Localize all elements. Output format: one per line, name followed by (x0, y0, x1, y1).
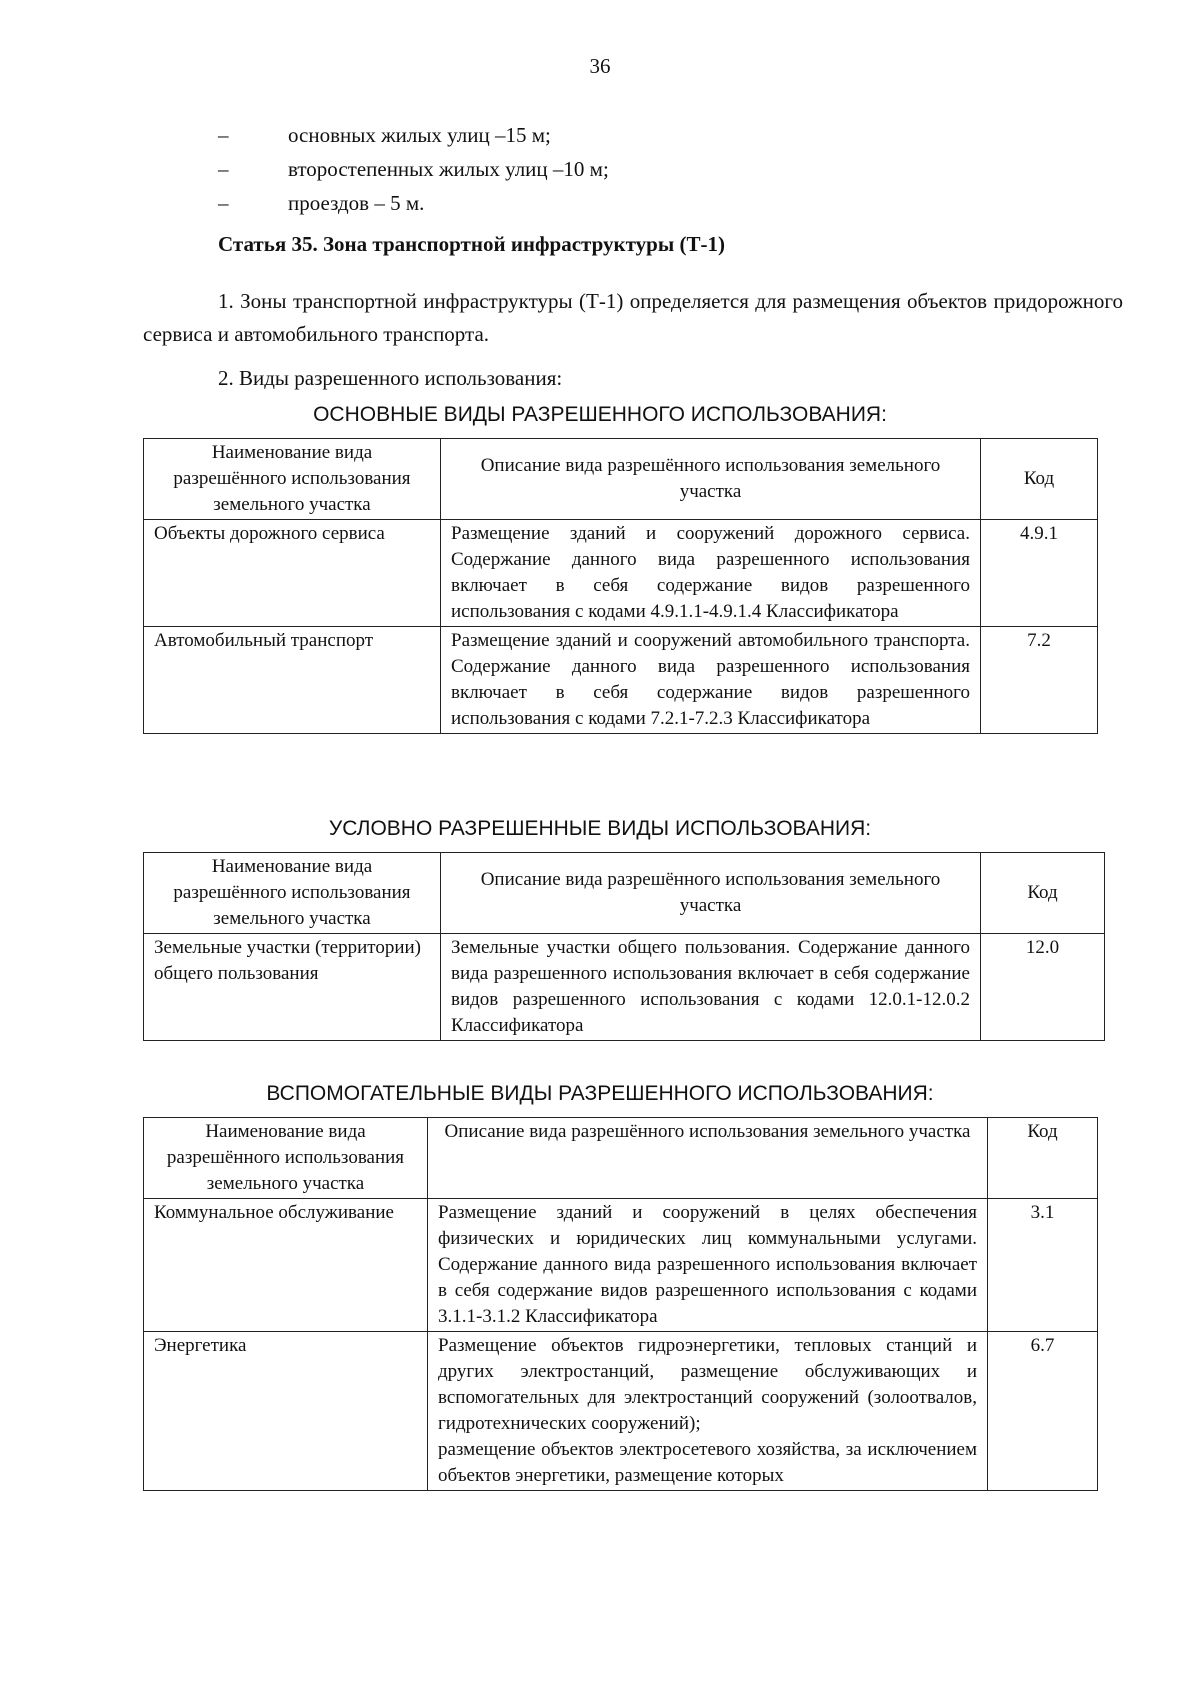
bullet-dash: – (218, 191, 229, 215)
cell-description-part: Размещение объектов гидроэнергетики, тепловых станций и других электростанций, размещение обслуживающих и вспомогательных для электростанций сооружений (золоотвалов, гидротехнических сооружений); (438, 1335, 977, 1434)
cell-description: Размещение зданий и сооружений в целях обеспечения физических и юридических лиц коммунальными услугами. Содержание данного вида разрешенного использования включает в себя содержание видов разрешенного использования с кодами 3.1.1-3.1.2 Классификатора (428, 1199, 988, 1332)
header-description: Описание вида разрешённого использования земельного участка (441, 439, 981, 520)
cell-name: Автомобильный транспорт (144, 627, 441, 734)
cell-description (428, 1332, 988, 1491)
table-header-row (144, 853, 1105, 934)
header-code: Код (981, 439, 1098, 520)
cell-description-part: размещение объектов электросетевого хозяйства, за исключением объектов энергетики, размещение которых (438, 1439, 977, 1486)
table-header-row (144, 1118, 1098, 1199)
cell-name: Коммунальное обслуживание (144, 1199, 428, 1332)
header-description: Описание вида разрешённого использования земельного участка (428, 1118, 988, 1199)
table-header-row (144, 439, 1098, 520)
table-row (144, 627, 1098, 734)
cell-code: 6.7 (988, 1332, 1098, 1491)
bullet-text: основных жилых улиц –15 м; (288, 123, 551, 147)
header-code: Код (988, 1118, 1098, 1199)
cell-description: Размещение зданий и сооружений автомобильного транспорта. Содержание данного вида разрешенного использования включает в себя содержание видов разрешенного использования с кодами 7.2.1-7.2.3 Классификатора (441, 627, 981, 734)
section-title-auxiliary-uses: ВСПОМОГАТЕЛЬНЫЕ ВИДЫ РАЗРЕШЕННОГО ИСПОЛЬЗОВАНИЯ: (266, 1082, 934, 1105)
conditional-uses-table (143, 852, 1105, 1041)
cell-code: 12.0 (981, 934, 1105, 1041)
cell-name: Объекты дорожного сервиса (144, 520, 441, 627)
cell-name: Земельные участки (территории) общего пользования (144, 934, 441, 1041)
cell-code: 3.1 (988, 1199, 1098, 1332)
section-title-conditional-uses: УСЛОВНО РАЗРЕШЕННЫЕ ВИДЫ ИСПОЛЬЗОВАНИЯ: (328, 817, 872, 840)
bullet-dash: – (218, 123, 229, 147)
article-heading: Статья 35. Зона транспортной инфраструктуры (Т-1) (218, 232, 725, 256)
table-row (144, 1332, 1098, 1491)
cell-name: Энергетика (144, 1332, 428, 1491)
page-number: 36 (589, 54, 611, 78)
header-name: Наименование вида разрешённого использования земельного участка (144, 439, 441, 520)
cell-code: 7.2 (981, 627, 1098, 734)
table-row (144, 1199, 1098, 1332)
header-code: Код (981, 853, 1105, 934)
cell-code: 4.9.1 (981, 520, 1098, 627)
main-uses-table (143, 438, 1098, 734)
section-title-main-uses: ОСНОВНЫЕ ВИДЫ РАЗРЕШЕННОГО ИСПОЛЬЗОВАНИЯ: (313, 403, 887, 426)
cell-description: Земельные участки общего пользования. Содержание данного вида разрешенного использования включает в себя содержание видов разрешенного использования с кодами 12.0.1-12.0.2 Классификатора (441, 934, 981, 1041)
table-row (144, 934, 1105, 1041)
header-name: Наименование вида разрешённого использования земельного участка (144, 1118, 428, 1199)
bullet-text: проездов – 5 м. (288, 191, 425, 215)
bullet-dash: – (218, 157, 229, 181)
table-row (144, 520, 1098, 627)
paragraph-zone-description: 1. Зоны транспортной инфраструктуры (Т-1) определяется для размещения объектов придорожного сервиса и автомобильного транспорта. (143, 289, 1123, 346)
header-description: Описание вида разрешённого использования земельного участка (441, 853, 981, 934)
cell-description: Размещение зданий и сооружений дорожного сервиса. Содержание данного вида разрешенного использования включает в себя содержание видов разрешенного использования с кодами 4.9.1.1-4.9.1.4 Классификатора (441, 520, 981, 627)
bullet-text: второстепенных жилых улиц –10 м; (288, 157, 609, 181)
paragraph-permitted-uses: 2. Виды разрешенного использования: (218, 366, 563, 390)
header-name: Наименование вида разрешённого использования земельного участка (144, 853, 441, 934)
auxiliary-uses-table (143, 1117, 1098, 1491)
